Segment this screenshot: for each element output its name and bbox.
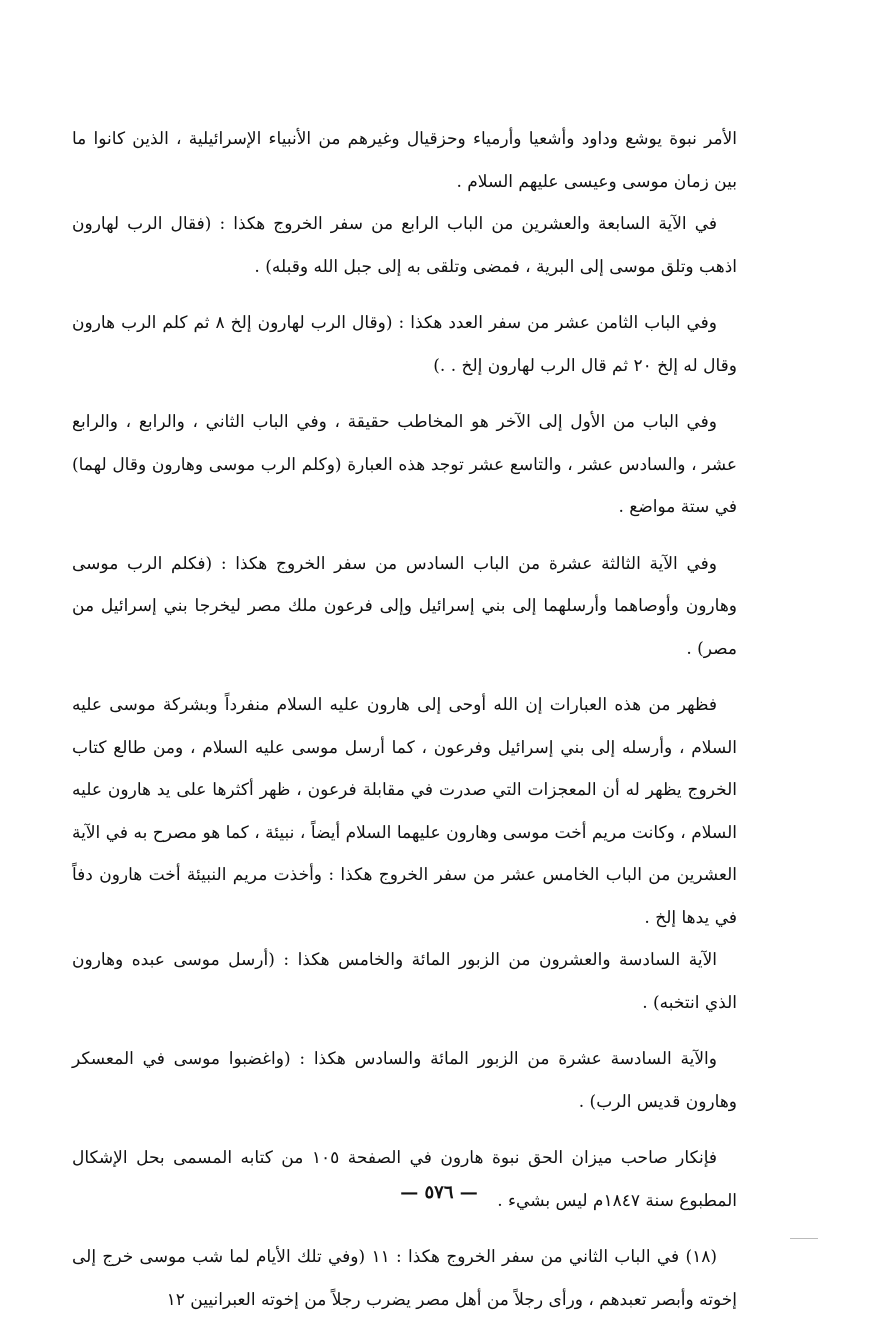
paragraph-8: والآية السادسة عشرة من الزبور المائة والسادس هكذا : (واغضبوا موسى في المعسكر وهارون قديس الرب) . (72, 1049, 737, 1112)
corner-mark (790, 1238, 818, 1239)
paragraph-9: فإنكار صاحب ميزان الحق نبوة هارون في الصفحة ١٠٥ من كتابه المسمى بحل الإشكال المطبوع سنة ١٨٤٧م ليس بشيء . (72, 1148, 737, 1211)
page-number: — ٥٧٦ — (400, 1182, 478, 1203)
paragraph-7: الآية السادسة والعشرون من الزبور المائة والخامس هكذا : (أرسل موسى عبده وهارون الذي انتخبه) . (72, 950, 737, 1013)
paragraph-10: (١٨) في الباب الثاني من سفر الخروج هكذا : ١١ (وفي تلك الأيام لما شب موسى خرج إلى إخوته وأبصر تعبدهم ، ورأى رجلاً من أهل مصر يضرب رجلاً من إخوته العبرانيين ١٢ (72, 1247, 737, 1310)
page-body (72, 118, 737, 1321)
paragraph-6: فظهر من هذه العبارات إن الله أوحى إلى هارون عليه السلام منفرداً وبشركة موسى عليه السلام ، وأرسله إلى بني إسرائيل وفرعون ، كما أرسل موسى عليه السلام ، ومن طالع كتاب الخروج يظهر له أن المعجزات التي صدرت في مقابلة فرعون ، ظهر أكثرها على يد هارون عليه السلام ، وكانت مريم أخت موسى وهارون عليهما السلام أيضاً ، نبيئة ، كما هو مصرح به في الآية العشرين من الباب الخامس عشر من سفر الخروج هكذا : وأخذت مريم النبيئة أخت هارون دفاً في يدها إلخ . (72, 695, 737, 928)
paragraph-2: في الآية السابعة والعشرين من الباب الرابع من سفر الخروج هكذا : (فقال الرب لهارون اذهب وتلق موسى إلى البرية ، فمضى وتلقى به إلى جبل الله وقبله) . (72, 214, 737, 277)
paragraph-3: وفي الباب الثامن عشر من سفر العدد هكذا : (وقال الرب لهارون إلخ ٨ ثم كلم الرب هارون وقال له إلخ ٢٠ ثم قال الرب لهارون إلخ . .) (72, 313, 737, 376)
paragraph-4: وفي الباب من الأول إلى الآخر هو المخاطب حقيقة ، وفي الباب الثاني ، والرابع ، والرابع عشر ، والسادس عشر ، والتاسع عشر توجد هذه العبارة (وكلم الرب موسى وهارون وقال لهما) في ستة مواضع . (72, 412, 737, 517)
paragraph-5: وفي الآية الثالثة عشرة من الباب السادس من سفر الخروج هكذا : (فكلم الرب موسى وهارون وأوصاهما وأرسلهما إلى بني إسرائيل وإلى فرعون ملك مصر ليخرجا بني إسرائيل من مصر) . (72, 553, 737, 659)
paragraph-1: الأمر نبوة يوشع وداود وأشعيا وأرمياء وحزقيال وغيرهم من الأنبياء الإسرائيلية ، الذين كانوا ما بين زمان موسى وعيسى عليهم السلام . (72, 129, 737, 192)
